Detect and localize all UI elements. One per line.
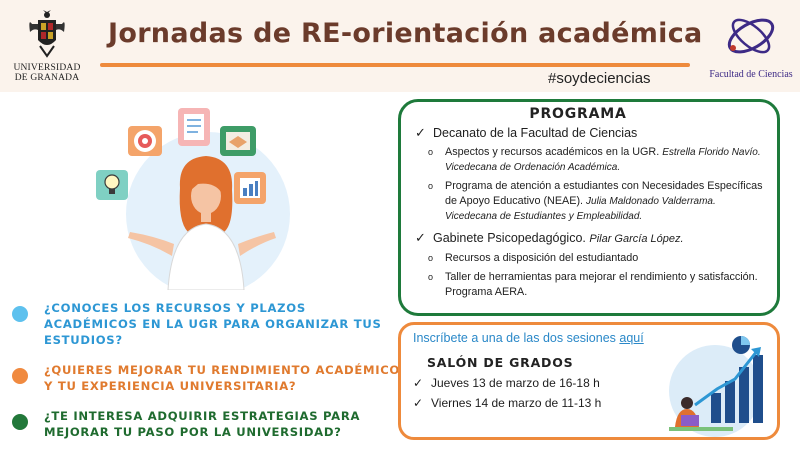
checkmark-icon: ✓ <box>413 396 424 410</box>
header-banner <box>0 0 800 92</box>
question-item <box>10 408 400 440</box>
juggling-woman-illustration <box>88 104 378 290</box>
speaker-name: Pilar García López. <box>589 233 684 245</box>
registration-link[interactable]: aquí <box>619 331 644 345</box>
circle-bullet-icon: o <box>428 253 434 263</box>
question-text: ¿CONOCES LOS RECURSOS Y PLAZOS ACADÉMICOS EN LA UGR PARA ORGANIZAR TUS ESTUDIOS? <box>44 301 382 347</box>
title-underline <box>100 63 690 67</box>
handshake-icon <box>220 126 256 156</box>
faculty-orbit-icon <box>721 8 781 62</box>
circle-bullet-icon: o <box>428 181 434 191</box>
page-title: Jornadas de RE-orientación académica <box>108 18 703 49</box>
bar-chart-icon <box>234 172 266 204</box>
question-item <box>10 300 400 348</box>
program-item: o Taller de herramientas para mejorar el rendimiento y satisfacción. Programa AERA. <box>428 271 758 298</box>
venue-name: SALÓN DE GRADOS <box>427 355 574 370</box>
programa-title: PROGRAMA <box>529 106 627 122</box>
speaker-name: Julia Maldonado Valderrama. Vicedecana de Estudiantes y Empleabilidad. <box>445 196 716 222</box>
target-icon <box>128 126 162 156</box>
faculty-logo <box>706 8 796 88</box>
registration-box <box>398 322 780 440</box>
green-bullet-icon <box>12 414 28 430</box>
faculty-name: Facultad de Ciencias <box>709 69 793 80</box>
question-text: ¿TE INTERESA ADQUIRIR ESTRATEGIAS PARA MEJORAR TU PASO POR LA UNIVERSIDAD? <box>44 409 361 439</box>
section-heading: Decanato de la Facultad de Ciencias <box>433 126 638 140</box>
checkmark-icon: ✓ <box>413 376 424 390</box>
lightbulb-icon <box>96 170 128 200</box>
question-item <box>10 362 400 394</box>
checkmark-icon: ✓ <box>415 125 426 140</box>
program-item: o Recursos a disposición del estudiantado <box>428 252 639 264</box>
programa-box <box>398 99 780 316</box>
university-name: UNIVERSIDAD DE GRANADA <box>13 63 81 83</box>
blue-bullet-icon <box>12 306 28 322</box>
circle-bullet-icon: o <box>428 147 434 157</box>
hashtag-label: #soydeciencias <box>548 70 651 87</box>
program-item: o Aspectos y recursos académicos en la UGR. Estrella Florido Navío. Vicedecana de Ordenación Académica. <box>428 146 761 173</box>
session-item: ✓ Viernes 14 de marzo de 11-13 h <box>413 396 602 410</box>
ugr-logo <box>6 8 88 88</box>
section-heading: Gabinete Psicopedagógico. <box>433 231 590 245</box>
registration-text: Inscríbete a una de las dos sesiones aquí <box>413 331 644 345</box>
program-section <box>415 125 767 141</box>
document-icon <box>178 108 210 146</box>
question-text: ¿QUIERES MEJORAR TU RENDIMIENTO ACADÉMICO Y TU EXPERIENCIA UNIVERSITARIA? <box>44 363 400 393</box>
circle-bullet-icon: o <box>428 272 434 282</box>
ugr-shield-icon <box>26 8 68 60</box>
session-item: ✓ Jueves 13 de marzo de 16-18 h <box>413 376 600 390</box>
checkmark-icon: ✓ <box>415 230 426 245</box>
program-section <box>415 230 767 247</box>
speaker-name: Estrella Florido Navío. Vicedecana de Ordenación Académica. <box>445 147 761 173</box>
student-growth-illustration <box>655 335 773 437</box>
questions-list <box>10 300 400 450</box>
orange-bullet-icon <box>12 368 28 384</box>
program-item: o Programa de atención a estudiantes con Necesidades Específicas de Apoyo Educativo (NEAE). Julia Maldonado Valderrama. Vicedecana de Estudiantes y Empleabilidad. <box>428 180 763 222</box>
